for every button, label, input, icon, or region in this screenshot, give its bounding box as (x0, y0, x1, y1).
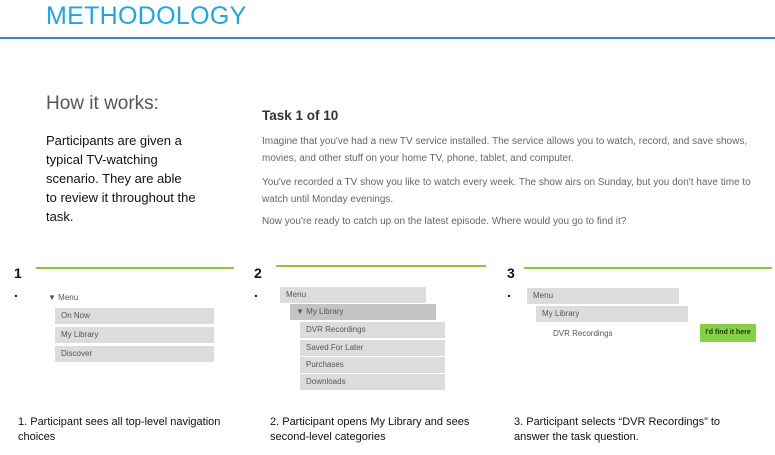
submenu-item-downloads[interactable]: Downloads (300, 374, 445, 390)
submenu-item-dvr-recordings[interactable]: DVR Recordings (553, 329, 613, 338)
menu-item-on-now[interactable]: On Now (55, 308, 214, 324)
task-title: Task 1 of 10 (262, 108, 339, 123)
step-number: 2 (254, 265, 262, 281)
menu-header[interactable]: Menu (280, 287, 426, 303)
submenu-item-purchases[interactable]: Purchases (300, 357, 445, 373)
task-paragraph: You've recorded a TV show you like to watch every week. The show airs on Sunday, but you don't have time to watch until Monday evenings. (262, 177, 751, 205)
find-it-here-button[interactable]: I'd find it here (700, 324, 756, 342)
how-it-works-heading: How it works: (46, 93, 159, 114)
how-it-works-description: Participants are given a typical TV-watching scenario. They are able to review it throughout the task. (46, 133, 196, 224)
step-dot: . (507, 284, 511, 300)
menu-item-discover[interactable]: Discover (55, 346, 214, 362)
step-number: 3 (507, 265, 515, 281)
section-label: My Library (306, 307, 344, 316)
step-divider (276, 265, 486, 267)
submenu-item-dvr-recordings[interactable]: DVR Recordings (300, 322, 445, 338)
title-divider (0, 37, 775, 39)
menu-item-my-library[interactable]: My Library (536, 306, 688, 322)
step-number: 1 (14, 265, 22, 281)
step-dot: . (254, 284, 258, 300)
caret-down-icon: ▼ (296, 307, 304, 316)
menu-item-my-library-expanded[interactable] (290, 304, 436, 320)
step-caption: 2. Participant opens My Library and sees second-level categories (270, 416, 470, 443)
page-title: METHODOLOGY (46, 2, 247, 30)
step-dot: . (14, 284, 18, 300)
submenu-item-saved-for-later[interactable]: Saved For Later (300, 340, 445, 356)
step-divider (524, 267, 772, 269)
caret-down-icon: ▼ (48, 293, 56, 302)
task-paragraph: Now you're ready to catch up on the latest episode. Where would you go to find it? (262, 216, 627, 227)
menu-header[interactable]: Menu (527, 288, 679, 304)
task-paragraph: Imagine that you've had a new TV service installed. The service allows you to watch, record, and save shows, movies, and other stuff on your home TV, phone, tablet, and computer. (262, 136, 748, 164)
menu-label: Menu (58, 293, 79, 302)
menu-toggle[interactable] (48, 293, 78, 302)
menu-item-my-library[interactable]: My Library (55, 327, 214, 343)
step-caption: 1. Participant sees all top-level navigation choices (18, 416, 221, 443)
step-divider (36, 267, 234, 269)
step-caption: 3. Participant selects “DVR Recordings” to answer the task question. (514, 416, 721, 443)
